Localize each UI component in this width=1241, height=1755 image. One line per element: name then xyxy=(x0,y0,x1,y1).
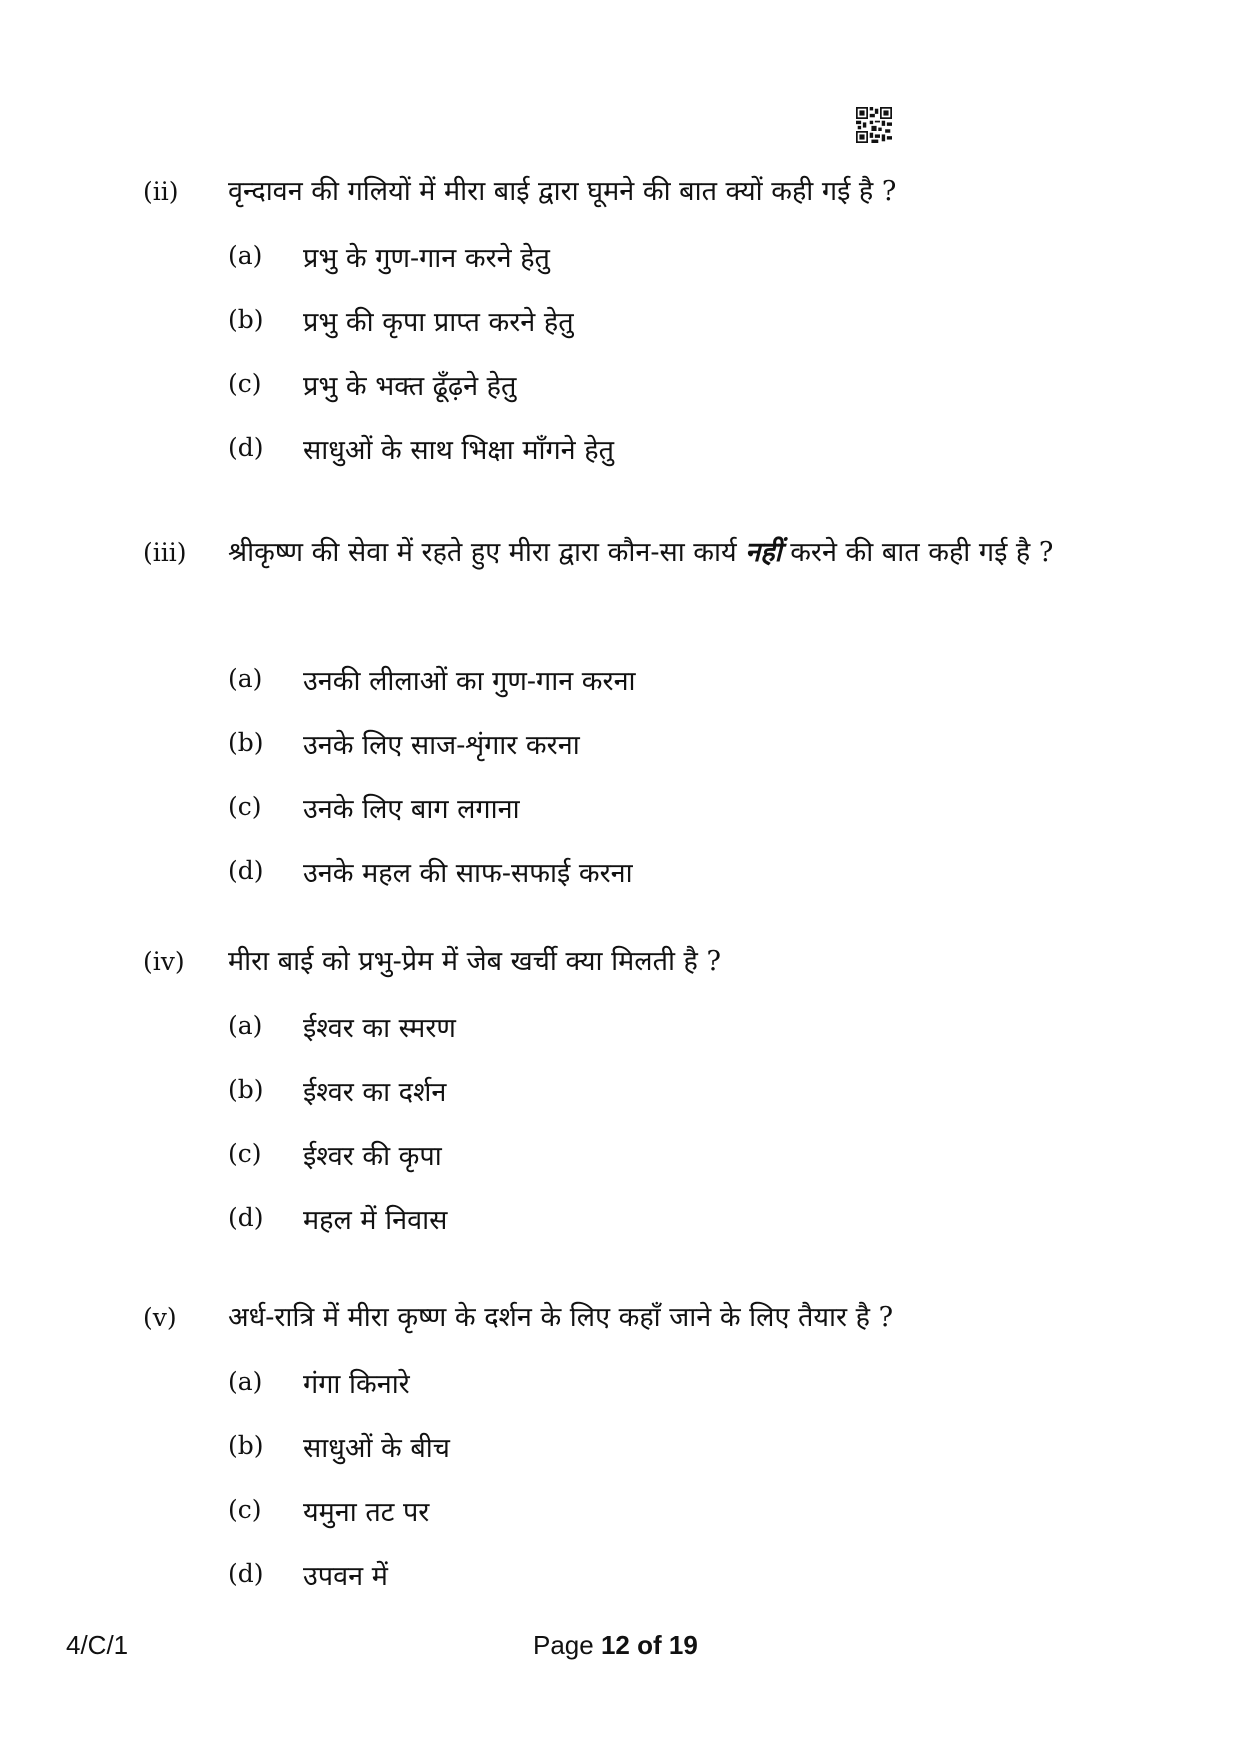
question-text-end: करने की बात कही गई है ? xyxy=(790,537,1054,568)
option-text: उनके लिए साज-शृंगार करना xyxy=(303,730,580,761)
question-text: अर्ध-रात्रि में मीरा कृष्ण के दर्शन के लिए कहाँ जाने के लिए तैयार है ? xyxy=(228,1302,894,1333)
question-text: मीरा बाई को प्रभु-प्रेम में जेब खर्ची क्या मिलती है ? xyxy=(228,946,721,977)
option-text: प्रभु के भक्त ढूँढ़ने हेतु xyxy=(303,371,517,402)
option-label: (b) xyxy=(228,1431,264,1460)
question-number: (v) xyxy=(143,1303,177,1332)
question-text-start: श्रीकृष्ण की सेवा में रहते हुए मीरा द्वारा कौन-सा कार्य xyxy=(228,537,737,568)
option-label: (d) xyxy=(228,856,264,885)
option-text: प्रभु की कृपा प्राप्त करने हेतु xyxy=(303,307,574,338)
option-label: (d) xyxy=(228,1203,264,1232)
option-label: (a) xyxy=(228,1011,263,1040)
page-prefix: Page xyxy=(533,1630,594,1660)
qr-code xyxy=(856,107,892,143)
option-label: (c) xyxy=(228,369,262,398)
option-text: साधुओं के बीच xyxy=(303,1433,450,1464)
option-text: उनके महल की साफ-सफाई करना xyxy=(303,858,633,889)
option-label: (b) xyxy=(228,305,264,334)
option-text: साधुओं के साथ भिक्षा माँगने हेतु xyxy=(303,435,614,466)
option-label: (a) xyxy=(228,1367,263,1396)
page-of: of xyxy=(637,1630,662,1660)
option-text: महल में निवास xyxy=(303,1205,448,1236)
option-label: (b) xyxy=(228,1075,264,1104)
page-current: 12 xyxy=(600,1630,630,1660)
option-label: (c) xyxy=(228,1139,262,1168)
page-number xyxy=(533,1630,698,1661)
paper-code: 4/C/1 xyxy=(66,1630,129,1660)
option-label: (d) xyxy=(228,1559,264,1588)
option-label: (c) xyxy=(228,792,262,821)
question-text-emphasis: नहीं xyxy=(745,537,782,568)
option-text: प्रभु के गुण-गान करने हेतु xyxy=(303,243,550,274)
option-label: (c) xyxy=(228,1495,262,1524)
question-text: वृन्दावन की गलियों में मीरा बाई द्वारा घूमने की बात क्यों कही गई है ? xyxy=(228,176,897,207)
question-number: (ii) xyxy=(143,177,179,206)
option-text: गंगा किनारे xyxy=(303,1369,410,1400)
option-text: ईश्वर का दर्शन xyxy=(303,1077,447,1108)
option-text: उपवन में xyxy=(303,1561,388,1592)
option-label: (b) xyxy=(228,728,264,757)
option-label: (a) xyxy=(228,241,263,270)
option-label: (a) xyxy=(228,664,263,693)
option-text: ईश्वर की कृपा xyxy=(303,1141,442,1172)
page-total: 19 xyxy=(668,1630,698,1660)
option-text: उनके लिए बाग लगाना xyxy=(303,794,520,825)
option-text: उनकी लीलाओं का गुण-गान करना xyxy=(303,666,636,697)
question-number: (iv) xyxy=(143,947,185,976)
option-text: यमुना तट पर xyxy=(303,1497,430,1528)
question-number: (iii) xyxy=(143,538,187,567)
option-label: (d) xyxy=(228,433,264,462)
question-text xyxy=(228,528,1123,578)
option-text: ईश्वर का स्मरण xyxy=(303,1013,456,1044)
